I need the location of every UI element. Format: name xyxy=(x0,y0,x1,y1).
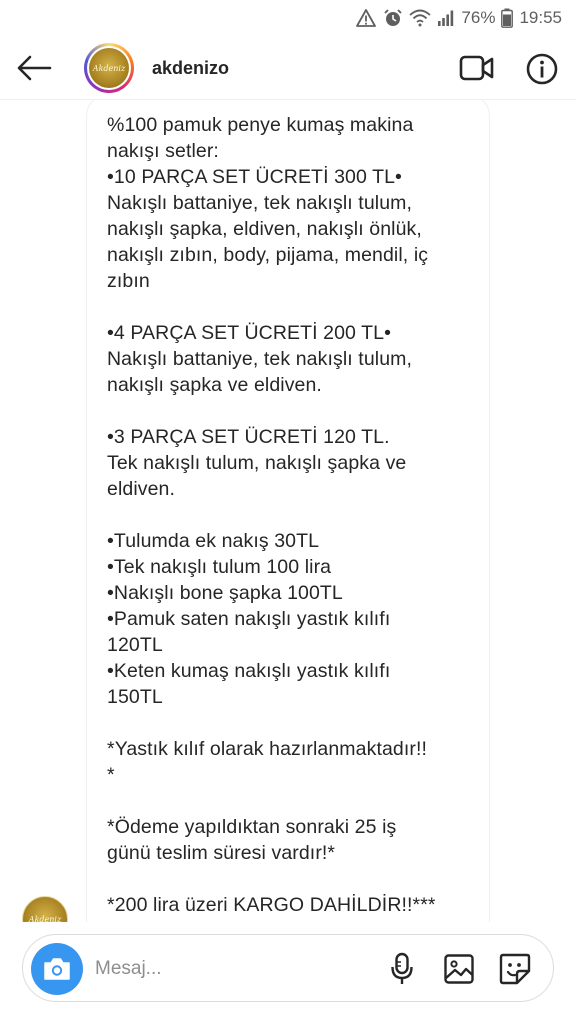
status-bar xyxy=(0,0,576,36)
warning-icon xyxy=(355,8,377,28)
voice-message-button[interactable] xyxy=(385,951,419,987)
battery-percent: 76% xyxy=(461,8,496,27)
message-thread[interactable] xyxy=(0,100,576,922)
alarm-icon xyxy=(383,8,403,28)
camera-button[interactable] xyxy=(31,943,83,995)
message-input[interactable] xyxy=(95,949,375,989)
clock-time: 19:55 xyxy=(519,8,562,27)
message-composer xyxy=(22,934,554,1002)
wifi-icon xyxy=(409,9,431,27)
sender-avatar[interactable] xyxy=(22,896,68,922)
battery-icon xyxy=(501,8,513,28)
back-arrow-icon xyxy=(16,54,52,82)
chat-header xyxy=(0,36,576,100)
status-icons xyxy=(355,6,562,30)
profile-avatar[interactable] xyxy=(84,43,134,93)
chat-username[interactable]: akdenizo xyxy=(152,58,230,78)
message-bubble[interactable] xyxy=(86,100,490,922)
info-button[interactable] xyxy=(524,51,560,87)
message-text: %100 pamuk penye kumaş makina nakışı setler: •10 PARÇA SET ÜCRETİ 300 TL• Nakışlı battaniye, tek nakışlı tulum, nakışlı şapka, eldiven, nakışlı önlük, nakışlı zıbın, body, pijama, mendil, iç zıbın •4 PARÇA SET ÜCRETİ 200 TL• Nakışlı battaniye, tek nakışlı tulum, nakışlı şapka ve eldiven. •3 PARÇA SET ÜCRETİ 120 TL. Tek nakışlı tulum, nakışlı şapka ve eldiven. •Tulumda ek nakış 30TL •Tek nakışlı tulum 100 lira •Nakışlı bone şapka 100TL •Pamuk saten nakışlı yastık kılıfı 120TL •Keten kumaş nakışlı yastık kılıfı 150TL *Yastık kılıf olarak hazırlanmaktadır!! * *Ödeme yapıldıktan sonraki 25 iş günü teslim süresi vardır!* *200 lira üzeri KARGO DAHİLDİR!!*** xyxy=(107,114,436,916)
gallery-button[interactable] xyxy=(441,951,477,987)
video-call-icon xyxy=(459,54,495,82)
info-icon xyxy=(525,52,559,86)
sender-logo-text: Akdeniz xyxy=(28,914,62,922)
gallery-icon xyxy=(443,953,475,985)
profile-logo xyxy=(89,48,129,88)
sticker-button[interactable] xyxy=(497,951,533,987)
logo-text: Akdeniz xyxy=(92,63,126,73)
signal-icon xyxy=(437,9,455,27)
video-call-button[interactable] xyxy=(458,52,496,84)
camera-icon xyxy=(42,956,72,982)
microphone-icon xyxy=(390,952,414,986)
composer-area xyxy=(0,922,576,1024)
sticker-icon xyxy=(498,952,532,986)
back-button[interactable] xyxy=(12,48,56,88)
